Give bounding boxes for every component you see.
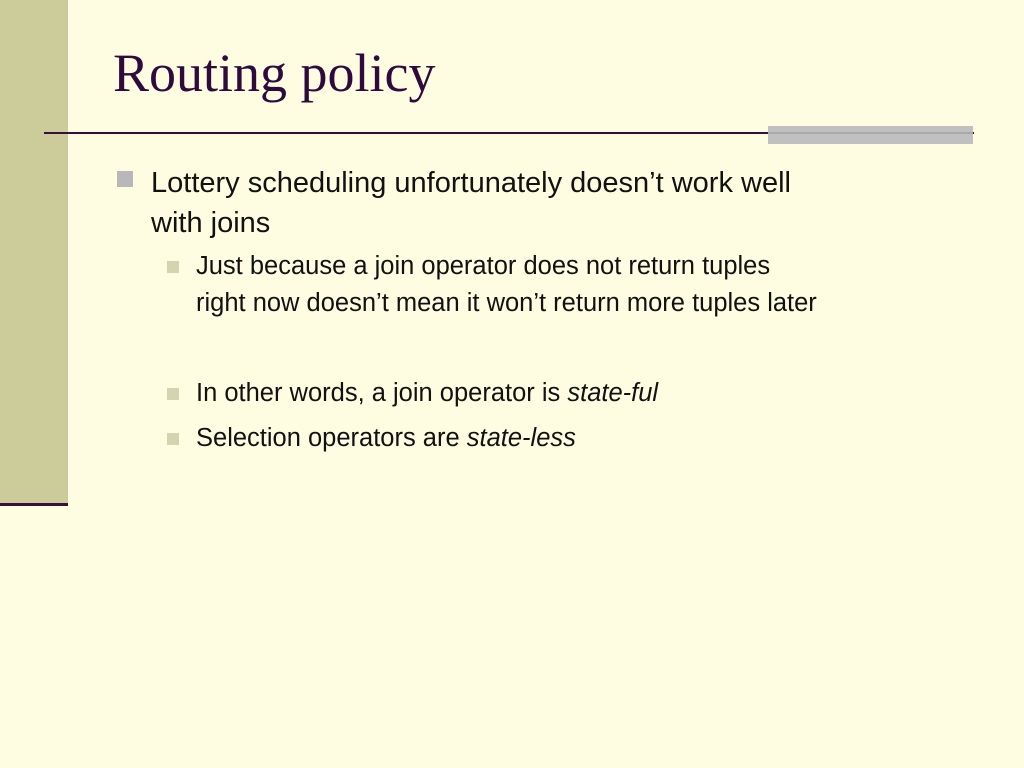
bullet-emphasis: state-ful [567, 379, 659, 407]
bullet-item-4 [167, 420, 576, 457]
bullet-item-2 [167, 248, 817, 322]
bullet-line: right now doesn’t mean it won’t return more tuples later [196, 289, 817, 317]
bullet-text [196, 420, 576, 457]
bullet-line: Just because a join operator does not return tuples [196, 252, 771, 280]
bullet-text [196, 375, 658, 412]
bullet-emphasis: state-less [466, 424, 576, 452]
slide-title: Routing policy [113, 43, 436, 103]
bullet-line: with joins [151, 207, 271, 239]
square-bullet-icon [167, 388, 179, 400]
bullet-item-3 [167, 375, 658, 412]
bullet-item-1 [117, 163, 791, 243]
bullet-text [151, 163, 791, 243]
left-decorative-band [0, 0, 68, 504]
square-bullet-icon [117, 171, 133, 187]
left-band-underline [0, 503, 68, 506]
bullet-line: Lottery scheduling unfortunately doesn’t work well [151, 167, 791, 199]
bullet-plain-text: Selection operators are [196, 424, 467, 452]
bullet-text [196, 248, 817, 322]
title-divider-accent [768, 126, 973, 144]
square-bullet-icon [167, 433, 179, 445]
square-bullet-icon [167, 261, 179, 273]
bullet-plain-text: In other words, a join operator is [196, 379, 568, 407]
